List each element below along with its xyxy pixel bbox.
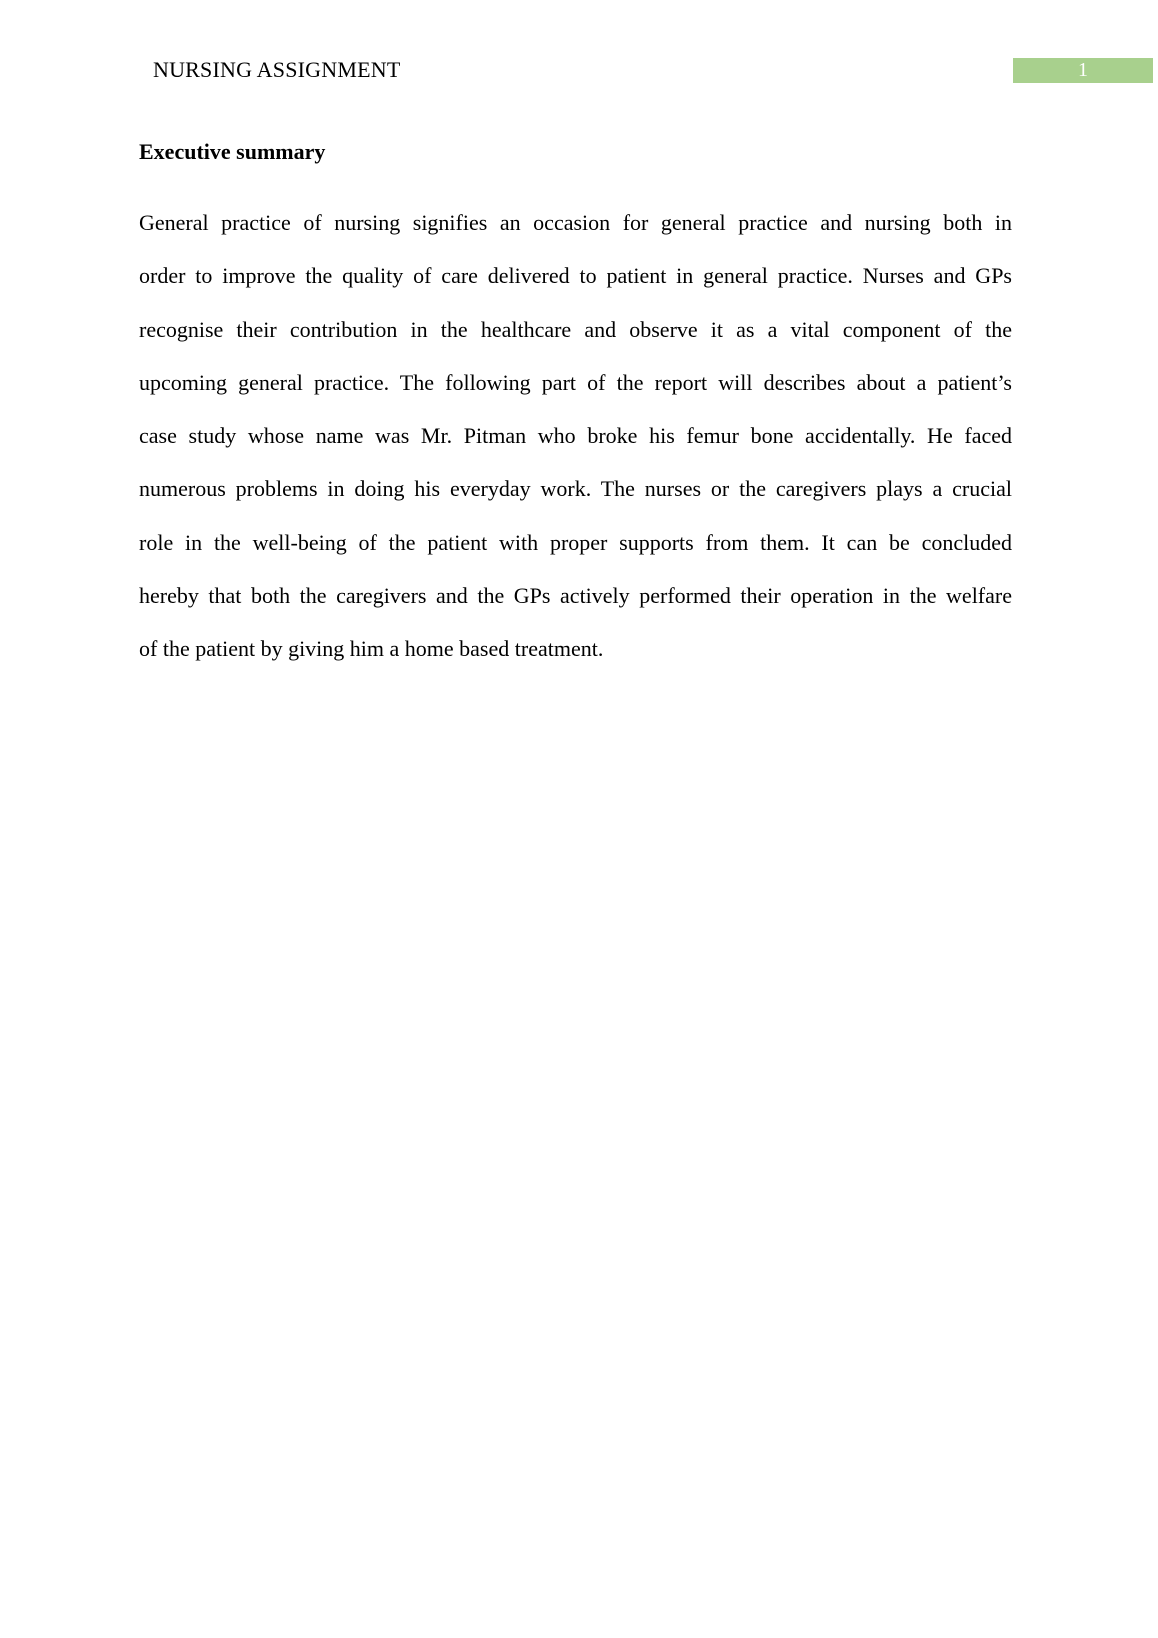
paragraph-line: case study whose name was Mr. Pitman who broke his femur bone accidentally. He faced	[139, 423, 1012, 449]
page-number-badge: 1	[1013, 58, 1153, 83]
paragraph-line: numerous problems in doing his everyday work. The nurses or the caregivers plays a crucial	[139, 476, 1012, 502]
paragraph-line: role in the well-being of the patient with proper supports from them. It can be concluded	[139, 529, 1012, 555]
paragraph-line: recognise their contribution in the healthcare and observe it as a vital component of the	[139, 316, 1012, 342]
paragraph-line: upcoming general practice. The following part of the report will describes about a patient’s	[139, 369, 1012, 395]
paragraph-line: of the patient by giving him a home based treatment.	[139, 636, 604, 662]
section-heading: Executive summary	[139, 139, 326, 164]
paragraph-line: General practice of nursing signifies an occasion for general practice and nursing both in	[139, 210, 1012, 235]
executive-summary-paragraph	[139, 206, 1012, 686]
paragraph-line: hereby that both the caregivers and the GPs actively performed their operation in the welfare	[139, 583, 1012, 609]
paragraph-line: order to improve the quality of care delivered to patient in general practice. Nurses and GPs	[139, 263, 1012, 289]
running-header-title: NURSING ASSIGNMENT	[153, 57, 401, 82]
